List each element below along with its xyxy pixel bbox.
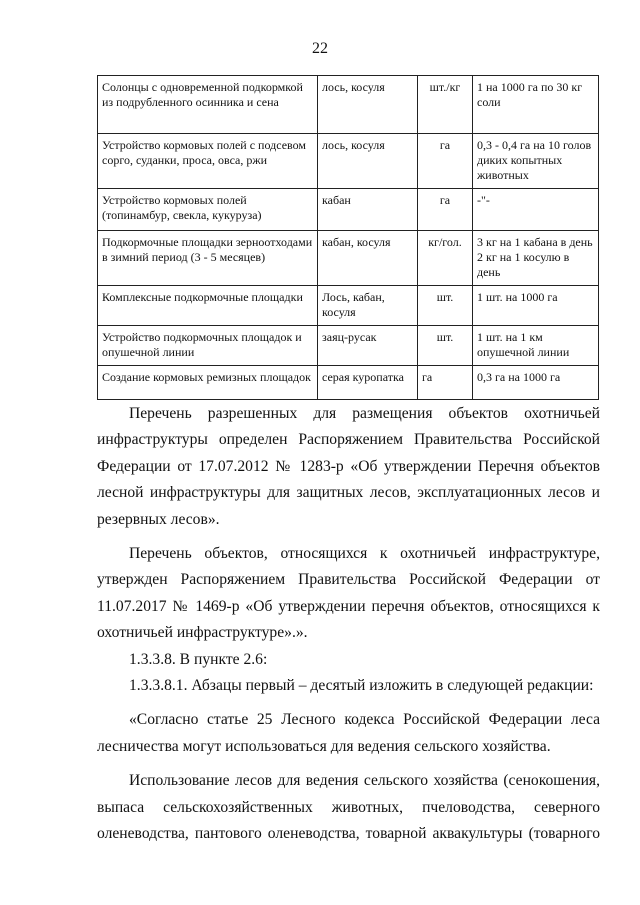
paragraph: Использование лесов для ведения сельского хозяйства (сенокошения, выпаса сельскохозяйственных животных, пчеловодства, северного оленеводства, пантового оленеводства, товарной аквакультуры (товарного [97,772,600,843]
unit-cell: га [418,189,473,231]
species-cell: серая куропатка [318,366,418,400]
table-row [98,189,599,231]
unit-cell: шт. [418,326,473,366]
table-row [98,366,599,400]
paragraph: «Согласно статье 25 Лесного кодекса Российской Федерации леса лесничества могут использоваться для ведения сельского хозяйства. [97,711,600,755]
measure-cell: Подкормочные площадки зерноотходами в зимний период (3 - 5 месяцев) [98,231,318,286]
table-row [98,76,599,134]
norm-cell: 1 шт. на 1 км опушечной линии [473,326,599,366]
measure-cell: Устройство подкормочных площадок и опушечной линии [98,326,318,366]
paragraph: Перечень объектов, относящихся к охотничьей инфраструктуре, утвержден Распоряжением Правительства Российской Федерации от 11.07.2017 № 1469-р «Об утверждении перечня объектов, относящихся к охотничьей инфраструктуре».». [97,545,600,642]
measure-cell: Комплексные подкормочные площадки [98,286,318,326]
norm-cell: 3 кг на 1 кабана в день 2 кг на 1 косулю в день [473,231,599,286]
unit-cell: шт./кг [418,76,473,134]
unit-cell: шт. [418,286,473,326]
unit-cell: га [418,366,473,400]
species-cell: кабан, косуля [318,231,418,286]
paragraph: Перечень разрешенных для размещения объектов охотничьей инфраструктуры определен Распоряжением Правительства Российской Федерации от 17.07.2012 № 1283-р «Об утверждении Перечня объектов лесной инфраструктуры для защитных лесов, эксплуатационных лесов и резервных лесов». [97,405,600,528]
species-cell: кабан [318,189,418,231]
table-row [98,134,599,189]
norm-cell: 1 шт. на 1000 га [473,286,599,326]
measure-cell: Устройство кормовых полей (топинамбур, свекла, кукуруза) [98,189,318,231]
unit-cell: га [418,134,473,189]
page-number: 22 [312,40,328,57]
measures-table [97,75,599,400]
species-cell: лось, косуля [318,134,418,189]
paragraph: 1.3.3.8.1. Абзацы первый – десятый изложить в следующей редакции: [129,677,594,695]
body-text [97,401,600,848]
norm-cell: 1 на 1000 га по 30 кг соли [473,76,599,134]
species-cell: Лось, кабан, косуля [318,286,418,326]
table-row [98,231,599,286]
unit-cell: кг/гол. [418,231,473,286]
paragraph: 1.3.3.8. В пункте 2.6: [129,650,268,668]
norm-cell: 0,3 га на 1000 га [473,366,599,400]
measure-cell: Создание кормовых ремизных площадок [98,366,318,400]
species-cell: заяц-русак [318,326,418,366]
measure-cell: Устройство кормовых полей с подсевом сорго, суданки, проса, овса, ржи [98,134,318,189]
table-row [98,286,599,326]
species-cell: лось, косуля [318,76,418,134]
measure-cell: Солонцы с одновременной подкормкой из подрубленного осинника и сена [98,76,318,134]
norm-cell: 0,3 - 0,4 га на 10 голов диких копытных животных [473,134,599,189]
table-row [98,326,599,366]
norm-cell: -"- [473,189,599,231]
